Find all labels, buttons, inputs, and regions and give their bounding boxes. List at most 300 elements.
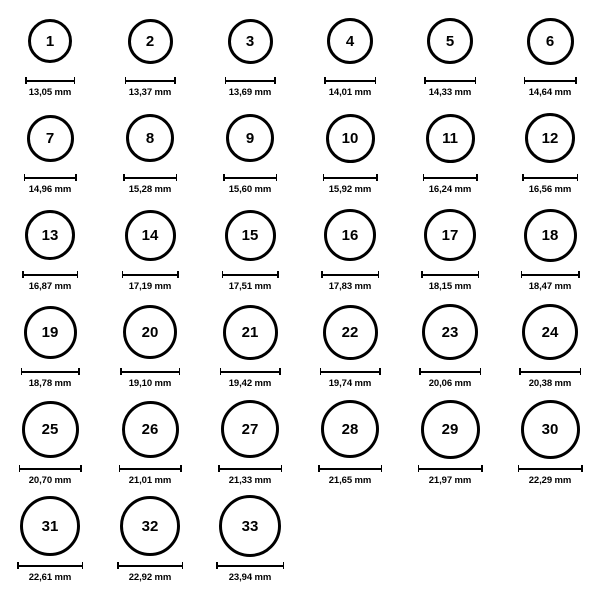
- dimension-line: [218, 468, 282, 470]
- ring-cell: [400, 8, 500, 105]
- ring-size-number: 16: [341, 226, 359, 244]
- ring-circle-wrap: [324, 202, 376, 268]
- dimension-annotation: [218, 465, 282, 486]
- ring-circle-wrap: [25, 202, 75, 268]
- dimension-annotation: [119, 465, 182, 486]
- dimension-annotation: [419, 368, 481, 389]
- ring-circle-wrap: [128, 8, 173, 74]
- dimension-tick-right: [274, 77, 276, 84]
- ring-size-number: 17: [441, 226, 459, 244]
- dimension-tick-left: [424, 77, 426, 84]
- ring-circle-wrap: [521, 396, 580, 462]
- dimension-tick-right: [480, 368, 482, 375]
- dimension-line: [320, 371, 381, 373]
- ring-cell: [200, 8, 300, 105]
- ring-cell: [500, 105, 600, 202]
- dimension-line: [21, 371, 80, 373]
- ring-size-number: 33: [241, 517, 259, 535]
- dimension-tick-left: [524, 77, 526, 84]
- dimension-tick-left: [518, 465, 520, 472]
- dimension-tick-right: [575, 77, 577, 84]
- dimension-label: 21,01 mm: [128, 475, 172, 486]
- dimension-tick-right: [281, 465, 283, 472]
- dimension-annotation: [220, 368, 281, 389]
- dimension-label: 17,51 mm: [228, 281, 272, 292]
- dimension-label: 17,83 mm: [328, 281, 372, 292]
- ring-size-number: 12: [541, 129, 559, 147]
- ring-circle: [128, 19, 173, 64]
- ring-circle-wrap: [522, 299, 578, 365]
- ring-cell: [500, 202, 600, 299]
- ring-cell: [0, 8, 100, 105]
- dimension-tick-right: [180, 465, 182, 472]
- ring-circle: [321, 400, 379, 458]
- ring-circle: [24, 306, 77, 359]
- dimension-label: 18,78 mm: [28, 378, 72, 389]
- dimension-line: [518, 468, 583, 470]
- ring-circle: [527, 18, 574, 65]
- ring-circle: [226, 114, 274, 162]
- dimension-tick-right: [276, 174, 278, 181]
- dimension-label: 22,92 mm: [128, 572, 172, 583]
- dimension-annotation: [24, 174, 77, 195]
- dimension-line: [119, 468, 182, 470]
- dimension-label: 20,06 mm: [428, 378, 472, 389]
- ring-size-number: 2: [145, 32, 155, 50]
- dimension-tick-right: [581, 465, 583, 472]
- ring-circle-wrap: [321, 396, 379, 462]
- ring-size-number: 18: [541, 226, 559, 244]
- ring-cell: [500, 8, 600, 105]
- dimension-tick-right: [381, 465, 383, 472]
- dimension-line: [125, 80, 176, 82]
- dimension-tick-left: [119, 465, 121, 472]
- dimension-annotation: [321, 271, 379, 292]
- ring-cell: [300, 299, 400, 396]
- ring-cell: [200, 202, 300, 299]
- dimension-line: [120, 371, 180, 373]
- dimension-label: 18,47 mm: [528, 281, 572, 292]
- ring-circle: [25, 210, 75, 260]
- ring-circle: [324, 209, 376, 261]
- ring-circle-wrap: [22, 396, 79, 462]
- dimension-label: 13,05 mm: [28, 87, 72, 98]
- dimension-line: [318, 468, 382, 470]
- dimension-tick-left: [418, 465, 420, 472]
- dimension-annotation: [225, 77, 276, 98]
- dimension-annotation: [120, 368, 180, 389]
- dimension-line: [24, 177, 77, 179]
- ring-circle: [525, 113, 575, 163]
- dimension-tick-right: [75, 174, 77, 181]
- dimension-tick-right: [476, 174, 478, 181]
- ring-size-number: 14: [141, 226, 159, 244]
- dimension-tick-right: [578, 271, 580, 278]
- dimension-tick-right: [481, 465, 483, 472]
- dimension-bar: [323, 174, 378, 181]
- dimension-tick-left: [22, 271, 24, 278]
- dimension-bar: [25, 77, 75, 84]
- ring-cell: [0, 105, 100, 202]
- ring-circle: [521, 400, 580, 459]
- ring-circle-wrap: [120, 493, 180, 559]
- ring-cell: [300, 202, 400, 299]
- dimension-annotation: [522, 174, 578, 195]
- dimension-tick-left: [123, 174, 125, 181]
- dimension-label: 19,10 mm: [128, 378, 172, 389]
- ring-circle-wrap: [424, 202, 476, 268]
- dimension-tick-right: [580, 368, 582, 375]
- dimension-bar: [123, 174, 177, 181]
- ring-circle: [123, 305, 177, 359]
- dimension-tick-left: [320, 368, 322, 375]
- ring-circle: [28, 19, 72, 63]
- dimension-label: 16,56 mm: [528, 184, 572, 195]
- dimension-tick-left: [323, 174, 325, 181]
- ring-cell: [300, 105, 400, 202]
- dimension-tick-left: [321, 271, 323, 278]
- dimension-tick-left: [25, 77, 27, 84]
- ring-size-number: 1: [45, 32, 55, 50]
- dimension-annotation: [223, 174, 277, 195]
- dimension-line: [216, 565, 284, 567]
- ring-circle: [522, 304, 578, 360]
- dimension-annotation: [117, 562, 183, 583]
- ring-circle-wrap: [28, 8, 72, 74]
- dimension-tick-right: [379, 368, 381, 375]
- dimension-bar: [19, 465, 82, 472]
- dimension-line: [423, 177, 478, 179]
- ring-circle-wrap: [525, 105, 575, 171]
- dimension-line: [17, 565, 83, 567]
- ring-circle: [228, 19, 273, 64]
- ring-circle-wrap: [225, 202, 276, 268]
- ring-size-number: 7: [45, 129, 55, 147]
- dimension-label: 14,96 mm: [28, 184, 72, 195]
- dimension-line: [321, 274, 379, 276]
- ring-circle: [426, 114, 475, 163]
- dimension-tick-left: [125, 77, 127, 84]
- ring-size-number: 30: [541, 420, 559, 438]
- ring-circle-wrap: [27, 105, 74, 171]
- dimension-annotation: [222, 271, 279, 292]
- dimension-label: 14,64 mm: [528, 87, 572, 98]
- ring-cell: [400, 105, 500, 202]
- dimension-tick-right: [177, 271, 179, 278]
- dimension-annotation: [21, 368, 80, 389]
- ring-circle-wrap: [524, 202, 577, 268]
- dimension-tick-right: [174, 77, 176, 84]
- dimension-tick-left: [117, 562, 119, 569]
- dimension-annotation: [324, 77, 376, 98]
- dimension-bar: [120, 368, 180, 375]
- ring-size-number: 21: [241, 323, 259, 341]
- ring-circle-wrap: [327, 8, 373, 74]
- ring-circle: [27, 115, 74, 162]
- ring-size-number: 32: [141, 517, 159, 535]
- dimension-label: 16,24 mm: [428, 184, 472, 195]
- ring-size-number: 4: [345, 32, 355, 50]
- dimension-line: [117, 565, 183, 567]
- dimension-tick-left: [522, 174, 524, 181]
- ring-circle-wrap: [125, 202, 176, 268]
- dimension-line: [220, 371, 281, 373]
- ring-cell: [100, 299, 200, 396]
- dimension-label: 21,97 mm: [428, 475, 472, 486]
- dimension-line: [123, 177, 177, 179]
- ring-circle-wrap: [122, 396, 179, 462]
- dimension-label: 15,28 mm: [128, 184, 172, 195]
- dimension-bar: [318, 465, 382, 472]
- dimension-bar: [125, 77, 176, 84]
- ring-cell: [100, 202, 200, 299]
- ring-circle-wrap: [527, 8, 574, 74]
- dimension-tick-right: [82, 562, 84, 569]
- dimension-bar: [519, 368, 581, 375]
- ring-cell: [100, 105, 200, 202]
- dimension-label: 17,19 mm: [128, 281, 172, 292]
- ring-cell: [0, 396, 100, 493]
- ring-size-number: 6: [545, 32, 555, 50]
- dimension-label: 19,74 mm: [328, 378, 372, 389]
- dimension-bar: [122, 271, 179, 278]
- ring-circle-wrap: [223, 299, 278, 365]
- ring-circle: [126, 114, 174, 162]
- dimension-tick-left: [423, 174, 425, 181]
- ring-circle: [223, 305, 278, 360]
- dimension-bar: [418, 465, 483, 472]
- dimension-tick-left: [17, 562, 19, 569]
- dimension-tick-right: [77, 271, 79, 278]
- ring-circle: [225, 210, 276, 261]
- ring-circle-wrap: [323, 299, 378, 365]
- dimension-bar: [423, 174, 478, 181]
- dimension-annotation: [25, 77, 75, 98]
- dimension-tick-left: [318, 465, 320, 472]
- ring-circle: [524, 209, 577, 262]
- ring-size-number: 22: [341, 323, 359, 341]
- ring-size-number: 28: [341, 420, 359, 438]
- dimension-bar: [21, 368, 80, 375]
- ring-circle-wrap: [427, 8, 473, 74]
- dimension-line: [521, 274, 580, 276]
- ring-circle-wrap: [422, 299, 478, 365]
- dimension-annotation: [519, 368, 581, 389]
- ring-cell: [500, 299, 600, 396]
- ring-size-number: 23: [441, 323, 459, 341]
- dimension-tick-left: [220, 368, 222, 375]
- dimension-tick-left: [218, 465, 220, 472]
- ring-circle: [122, 401, 179, 458]
- dimension-line: [419, 371, 481, 373]
- ring-size-number: 10: [341, 129, 359, 147]
- ring-circle-wrap: [24, 299, 77, 365]
- dimension-tick-right: [277, 271, 279, 278]
- ring-cell: [200, 396, 300, 493]
- dimension-line: [418, 468, 483, 470]
- ring-size-number: 15: [241, 226, 259, 244]
- dimension-bar: [518, 465, 583, 472]
- dimension-tick-left: [419, 368, 421, 375]
- ring-circle: [327, 18, 373, 64]
- dimension-annotation: [19, 465, 82, 486]
- ring-cell: [100, 493, 200, 590]
- dimension-tick-right: [74, 77, 76, 84]
- dimension-tick-right: [78, 368, 80, 375]
- dimension-bar: [22, 271, 78, 278]
- ring-cell: [0, 299, 100, 396]
- ring-cell: [200, 299, 300, 396]
- ring-size-number: 29: [441, 420, 459, 438]
- dimension-line: [524, 80, 577, 82]
- dimension-label: 20,38 mm: [528, 378, 572, 389]
- dimension-tick-left: [225, 77, 227, 84]
- dimension-line: [324, 80, 376, 82]
- dimension-line: [222, 274, 279, 276]
- dimension-bar: [419, 368, 481, 375]
- dimension-tick-left: [21, 368, 23, 375]
- dimension-bar: [324, 77, 376, 84]
- dimension-bar: [522, 174, 578, 181]
- dimension-tick-right: [375, 77, 377, 84]
- ring-cell: [300, 8, 400, 105]
- dimension-tick-right: [577, 174, 579, 181]
- dimension-tick-left: [222, 271, 224, 278]
- ring-cell: [500, 396, 600, 493]
- dimension-label: 15,92 mm: [328, 184, 372, 195]
- dimension-annotation: [17, 562, 83, 583]
- ring-circle: [22, 401, 79, 458]
- dimension-bar: [521, 271, 580, 278]
- dimension-annotation: [421, 271, 479, 292]
- ring-circle: [125, 210, 176, 261]
- dimension-label: 14,01 mm: [328, 87, 372, 98]
- dimension-line: [522, 177, 578, 179]
- dimension-label: 22,29 mm: [528, 475, 572, 486]
- dimension-annotation: [320, 368, 381, 389]
- ring-size-number: 19: [41, 323, 59, 341]
- dimension-tick-right: [176, 174, 178, 181]
- dimension-tick-left: [519, 368, 521, 375]
- dimension-tick-right: [80, 465, 82, 472]
- dimension-line: [22, 274, 78, 276]
- dimension-annotation: [323, 174, 378, 195]
- dimension-annotation: [424, 77, 476, 98]
- dimension-tick-left: [223, 174, 225, 181]
- ring-cell: [300, 396, 400, 493]
- dimension-annotation: [521, 271, 580, 292]
- ring-cell: [200, 105, 300, 202]
- ring-circle: [422, 304, 478, 360]
- dimension-tick-right: [475, 77, 477, 84]
- dimension-tick-left: [521, 271, 523, 278]
- dimension-bar: [17, 562, 83, 569]
- dimension-bar: [225, 77, 276, 84]
- ring-circle: [120, 496, 180, 556]
- dimension-line: [122, 274, 179, 276]
- dimension-annotation: [418, 465, 483, 486]
- ring-size-number: 13: [41, 226, 59, 244]
- ring-size-number: 3: [245, 32, 255, 50]
- ring-cell: [100, 396, 200, 493]
- ring-circle: [221, 400, 279, 458]
- dimension-bar: [220, 368, 281, 375]
- dimension-tick-left: [122, 271, 124, 278]
- ring-circle-wrap: [123, 299, 177, 365]
- ring-cell: [0, 493, 100, 590]
- ring-grid: [0, 8, 600, 590]
- ring-circle-wrap: [219, 493, 281, 559]
- dimension-tick-right: [378, 271, 380, 278]
- ring-circle: [421, 400, 480, 459]
- ring-size-number: 26: [141, 420, 159, 438]
- dimension-tick-right: [182, 562, 184, 569]
- dimension-bar: [320, 368, 381, 375]
- dimension-line: [19, 468, 82, 470]
- ring-size-number: 27: [241, 420, 259, 438]
- ring-size-number: 24: [541, 323, 559, 341]
- dimension-line: [424, 80, 476, 82]
- dimension-annotation: [423, 174, 478, 195]
- ring-circle: [427, 18, 473, 64]
- ring-cell: [0, 202, 100, 299]
- dimension-bar: [223, 174, 277, 181]
- dimension-label: 16,87 mm: [28, 281, 72, 292]
- ring-circle: [424, 209, 476, 261]
- dimension-bar: [216, 562, 284, 569]
- dimension-annotation: [216, 562, 284, 583]
- ring-size-number: 31: [41, 517, 59, 535]
- dimension-label: 20,70 mm: [28, 475, 72, 486]
- ring-circle: [323, 305, 378, 360]
- dimension-annotation: [123, 174, 177, 195]
- ring-cell: [400, 202, 500, 299]
- dimension-label: 22,61 mm: [28, 572, 72, 583]
- ring-circle: [326, 114, 375, 163]
- dimension-label: 14,33 mm: [428, 87, 472, 98]
- dimension-label: 21,65 mm: [328, 475, 372, 486]
- ring-cell: [200, 493, 300, 590]
- dimension-bar: [117, 562, 183, 569]
- dimension-label: 21,33 mm: [228, 475, 272, 486]
- ring-size-number: 9: [245, 129, 255, 147]
- dimension-line: [323, 177, 378, 179]
- dimension-tick-left: [19, 465, 21, 472]
- ring-cell: [400, 396, 500, 493]
- dimension-tick-left: [421, 271, 423, 278]
- ring-circle-wrap: [126, 105, 174, 171]
- dimension-tick-right: [283, 562, 285, 569]
- ring-circle-wrap: [221, 396, 279, 462]
- dimension-label: 13,37 mm: [128, 87, 172, 98]
- dimension-line: [25, 80, 75, 82]
- ring-circle-wrap: [228, 8, 273, 74]
- dimension-tick-right: [376, 174, 378, 181]
- dimension-bar: [321, 271, 379, 278]
- ring-cell: [100, 8, 200, 105]
- dimension-tick-right: [179, 368, 181, 375]
- dimension-tick-left: [120, 368, 122, 375]
- dimension-tick-left: [216, 562, 218, 569]
- ring-circle-wrap: [326, 105, 375, 171]
- ring-cell: [400, 299, 500, 396]
- dimension-bar: [218, 465, 282, 472]
- dimension-tick-right: [478, 271, 480, 278]
- dimension-tick-left: [24, 174, 26, 181]
- ring-circle-wrap: [426, 105, 475, 171]
- dimension-annotation: [22, 271, 78, 292]
- dimension-tick-left: [324, 77, 326, 84]
